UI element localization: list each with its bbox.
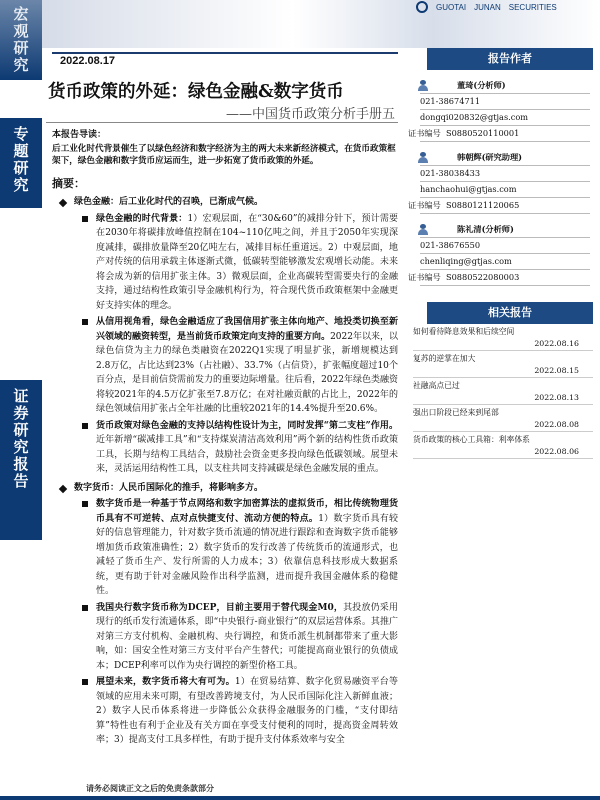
right-column	[405, 48, 600, 459]
related-title[interactable]: 复苏的逆掌在加大	[413, 354, 476, 363]
related-title[interactable]: 强出口阶段已经来到尾部	[413, 408, 499, 417]
authors-header: 报告作者	[427, 48, 593, 70]
related-report[interactable]	[413, 351, 593, 378]
logo-word-1: GUOTAI	[436, 2, 467, 12]
company-logo	[404, 0, 600, 14]
related-list	[405, 324, 600, 459]
author-card	[405, 150, 600, 214]
item-lead: 展望未来，数字货币将大有可为。	[96, 677, 235, 687]
related-report[interactable]	[413, 432, 593, 459]
item-text: 近年新增“碳减排工具”和“支持煤炭清洁高效利用”两个新的结构性货币政策工具，长期与结构工具结合，鼓励社会资金更多投向绿色低碳领域。展望未来，灵活运用结构性工具，以支柱共同支持减碳是绿色金融发展的重点。	[96, 435, 398, 474]
item-lead: 绿色金融的时代背景：	[96, 213, 188, 224]
abstract-label: 摘要：	[52, 176, 85, 190]
guide-label: 本报告导读：	[52, 130, 107, 140]
abstract-subitem	[52, 419, 398, 477]
person-icon	[418, 224, 428, 235]
related-date: 2022.08.06	[534, 447, 579, 456]
abstract-item	[52, 195, 398, 210]
author-email[interactable]: hanchaohui@gtjas.com	[420, 184, 517, 194]
sidebar-label-special: 专题研究	[11, 126, 30, 194]
related-section	[405, 302, 600, 459]
related-date: 2022.08.15	[534, 366, 579, 375]
item-text: 2022年以来，以绿色信贷为主力的绿色类融资在2022Q1实现了明显扩张，新增规模达到2.8万亿，占比达到23%（占社融）、33.7%（占信贷），扩张幅度超过10个百分点，是目前信贷需前发力的重要边际增量。往后看，2022年绿色类融资将较2021年的4.5万亿扩张至7.8万亿；在对社融贡献的占比上，2022年的绿色领域信用扩张占全年社融的比重较2021年的14.4%提升至20.6%。	[96, 331, 398, 414]
author-cert: S0880522080003	[445, 272, 520, 282]
related-date: 2022.08.16	[534, 339, 579, 348]
item-text: 后工业化时代的召唤，已渐成气候。	[119, 197, 264, 207]
author-email[interactable]: chenliqing@gtjas.com	[420, 256, 512, 266]
abstract-subitem	[52, 497, 398, 599]
sidebar-block-report	[0, 380, 42, 540]
item-text: 人民币国际化的推手，将影响多方。	[119, 482, 264, 493]
abstract-subitem	[52, 675, 398, 748]
author-name: 陈礼清(分析师)	[457, 224, 514, 234]
abstract-list	[52, 195, 398, 748]
item-lead: 我国央行数字货币称为DCEP，目前主要用于替代现金M0，	[96, 602, 344, 613]
disclaimer-footer: 请务必阅读正文之后的免责条款部分	[86, 783, 214, 793]
related-report[interactable]	[413, 405, 593, 432]
cert-label: 证书编号	[408, 128, 441, 138]
item-text: 1）在贸易结算、数字化贸易融资平台等领域的应用未来可期，有望改善跨境支付，为人民币国际化注入新鲜血液；2）数字人民币体系将进一步降低公众获得金融服务的门槛，“支付即结算”特性也有利于企业及有关方面在享受支付便利的同时，提高资金周转效率；3）提高支付工具多样性，有助于提升支付体系效率与安全	[96, 677, 398, 745]
related-date: 2022.08.08	[534, 420, 579, 429]
author-card	[405, 78, 600, 142]
author-cert: S0880121120065	[445, 200, 520, 210]
sidebar-block-special	[0, 118, 42, 208]
person-icon	[418, 152, 428, 163]
author-card	[405, 222, 600, 286]
related-title[interactable]: 货币政策的核心工具箱：利率体系	[413, 435, 530, 444]
cert-label: 证书编号	[408, 200, 441, 210]
report-title: 货币政策的外延：绿色金融&数字货币	[48, 82, 344, 102]
bottom-rule	[0, 796, 600, 800]
related-report[interactable]	[413, 324, 593, 351]
author-phone: 021-38038433	[420, 168, 481, 178]
item-text: 其投放仍采用现行的纸币发行流通体系，即“中央银行-商业银行”的双层运营体系。其推广对第三方支付机构、金融机构、央行调控，和货币派生机制都带来了重大影响，如：国安全性对第三方支付平台产生替代；可能提高商业银行的负债成本；DCEP利率可以作为央行调控的新型价格工具。	[96, 602, 398, 671]
author-cert: S0880520110001	[445, 128, 520, 138]
item-lead: 数字货币：	[74, 482, 120, 493]
report-subtitle: ——中国货币政策分析手册五	[226, 107, 396, 122]
related-title[interactable]: 如何看待降息效果和后续空间	[413, 327, 515, 336]
abstract-subitem	[52, 315, 398, 417]
header-band	[42, 0, 600, 48]
logo-word-3: SECURITIES	[508, 2, 557, 12]
abstract-subitem	[52, 212, 398, 314]
author-phone: 021-38676550	[420, 240, 481, 250]
person-icon	[418, 80, 428, 91]
item-lead: 货币政策对绿色金融的支持以结构性设计为主，同时发挥“第二支柱”作用。	[96, 420, 398, 431]
related-date: 2022.08.13	[534, 393, 579, 402]
author-phone: 021-38674711	[420, 96, 481, 106]
related-header: 相关报告	[427, 302, 593, 324]
abstract-item	[52, 481, 398, 496]
author-name: 韩朝辉(研究助理)	[457, 152, 523, 162]
item-lead: 从信用视角看，绿色金融适应了我国信用扩张主体向地产、地投类切换至新兴领域的融资转型，是当前货币政策定向支持的重要方向。	[96, 317, 398, 342]
item-lead: 绿色金融：	[74, 197, 120, 207]
left-sidebar	[0, 0, 42, 800]
related-title[interactable]: 社融高点已过	[413, 381, 460, 390]
item-text: 1）宏观层面，在“30&60”的减排分针下，预计需要在2030年将碳排放峰值控制在104~110亿吨之间，并且于2050年实现深度减排，碳排放量降至20亿吨左右，减排目标任重道远。2）中观层面，地产对传统的信用承载主体逐渐式微，低碳转型能够激发宏观增长动能。未来将会成为新的信用扩张主体。3）微观层面，企业高碳转型需要央行的金融支持，通过结构性政策引导金融机构行为，符合现代货币政策框架中金融更好支持实体的理念。	[96, 213, 398, 311]
author-email[interactable]: dongqi020832@gtjas.com	[420, 112, 529, 122]
item-text: 1）数字货币具有较好的信息管理能力，针对数字货币流通的情况进行跟踪和查询数字货币能够增加货币政策准确性；2）数字货币的发行改善了传统货币的流通形式，也减轻了货币生产、发行所需的人力成本；3）依靠信息科技形成大数据系统，更有助于针对金融风险作出科学监测，进而提升我国金融体系的稳健性。	[96, 513, 398, 596]
sidebar-block-macro	[0, 0, 42, 80]
related-report[interactable]	[413, 378, 593, 405]
item-lead: 数字货币是一种基于节点网络和数字加密算法的虚拟货币，相比传统物理货币具有不可逆转、点对点快捷支付、流动方便的特点。	[96, 499, 398, 524]
abstract-subitem	[52, 601, 398, 674]
sidebar-label-report: 证券研究报告	[11, 388, 30, 490]
logo-circle-icon	[416, 1, 428, 13]
cert-label: 证书编号	[408, 272, 441, 282]
main-content	[52, 128, 398, 748]
author-name: 董琦(分析师)	[457, 80, 506, 90]
title-divider	[46, 122, 398, 123]
guide-text: 后工业化时代背景催生了以绿色经济和数字经济为主的两大未来新经济模式，在货币政策框架下，绿色金融和数字货币应运而生，进一步拓宽了货币政策的外延。	[52, 143, 396, 166]
logo-word-2: JUNAN	[474, 2, 501, 12]
sidebar-label-macro: 宏观研究	[11, 6, 30, 74]
authors-list	[405, 78, 600, 286]
report-date: 2022.08.17	[60, 55, 116, 67]
